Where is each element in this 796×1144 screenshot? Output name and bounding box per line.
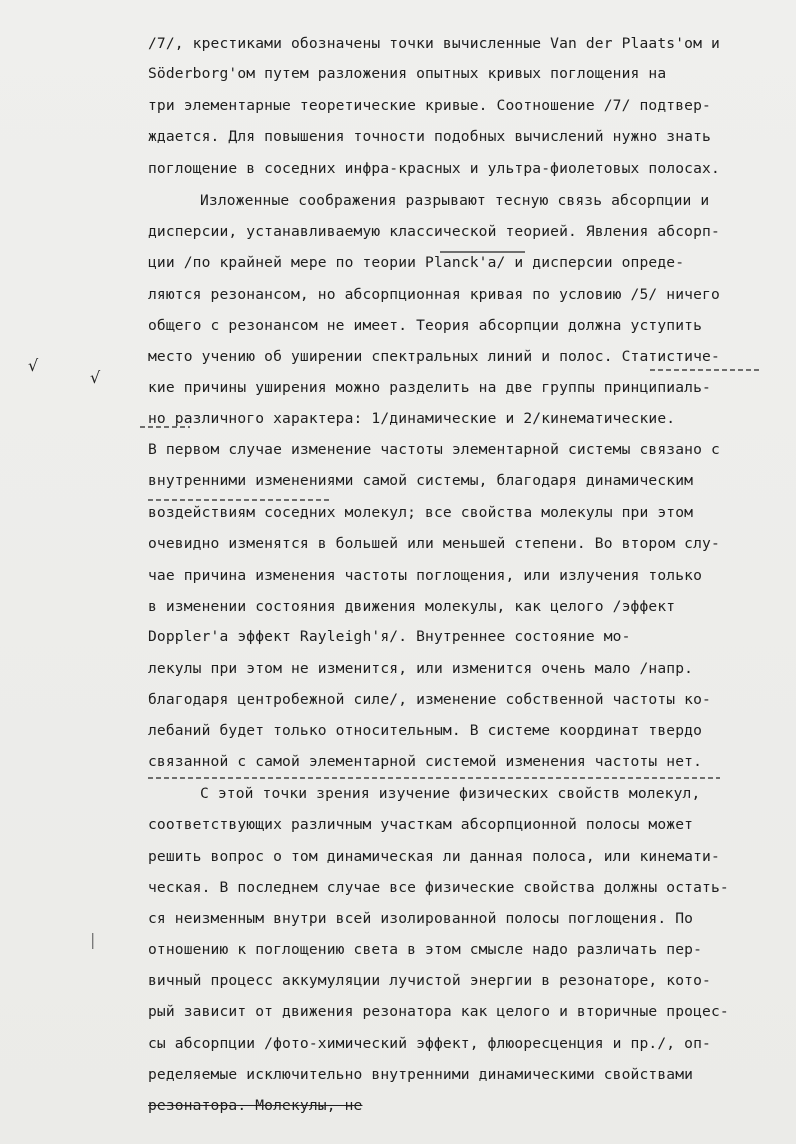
text-line: рый зависит от движения резонатора как целого и вторичные процес- [148,1003,729,1020]
margin-pencil-mark: | [90,930,96,949]
text-line: благодаря центробежной силе/, изменение собственной частоты ко- [148,691,711,708]
text-line: поглощение в соседних инфра-красных и ультра-фиолетовых полосах. [148,160,720,177]
text-line: в изменении состояния движения молекулы, как целого /эффект [148,598,676,615]
text-line: ляются резонансом, но абсорпционная кривая по условию /5/ ничего [148,286,720,303]
text-line: отношению к поглощению света в этом смысле надо различать пер- [148,941,703,958]
paragraph-start-line: Изложенные соображения разрывают тесную связь абсорпции и [200,192,710,209]
text-line: /7/, крестиками обозначены точки вычисленные Van der Plaats'ом и [148,35,720,52]
text-line: общего с резонансом не имеет. Теория абсорпции должна уступить [148,317,703,334]
text-line: ждается. Для повышения точности подобных вычислений нужно знать [148,128,711,145]
text-line: воздействиям соседних молекул; все свойства молекулы при этом [148,504,694,521]
text-line: но различного характера: 1/динамические и 2/кинематические. [148,410,676,427]
text-line: очевидно изменятся в большей или меньшей степени. Во втором слу- [148,535,720,552]
text-line: В первом случае изменение частоты элементарной системы связано с [148,441,720,458]
struck-text-line: резонатора. Молекулы, не [148,1097,363,1114]
text-line: лебаний будет только относительным. В системе координат твердо [148,722,703,739]
text-line: Söderborg'ом путем разложения опытных кривых поглощения на [148,65,667,82]
text-line: решить вопрос о том динамическая ли данная полоса, или кинемати- [148,848,720,865]
paragraph-start-line: С этой точки зрения изучение физических свойств молекул, [200,785,701,802]
text-line: вичный процесс аккумуляции лучистой энергии в резонаторе, кото- [148,972,711,989]
text-line: ределяемые исключительно внутренними динамическими свойствами [148,1066,694,1083]
text-line: лекулы при этом не изменится, или изменится очень мало /напр. [148,660,694,677]
text-line: соответствующих различным участкам абсорпционной полосы может [148,816,694,833]
text-line: чае причина изменения частоты поглощения, или излучения только [148,567,703,584]
text-line: Doppler'а эффект Rayleigh'я/. Внутреннее состояние мо- [148,628,631,645]
text-line: сы абсорпции /фото-химический эффект, флюоресценция и пр./, оп- [148,1035,711,1052]
margin-check-mark: √ [90,368,101,387]
margin-check-mark: √ [28,356,39,375]
text-line: кие причины уширения можно разделить на две группы принципиаль- [148,379,711,396]
text-line: место учению об уширении спектральных линий и полос. Статистиче- [148,348,720,365]
text-line: ции /по крайней мере по теории Planck'а/ и дисперсии опреде- [148,254,685,271]
text-line: ческая. В последнем случае все физические свойства должны остать- [148,879,729,896]
text-line: дисперсии, устанавливаемую классической теорией. Явления абсорп- [148,223,720,240]
text-line: внутренними изменениями самой системы, благодаря динамическим [148,472,694,489]
text-line: связанной с самой элементарной системой изменения частоты нет. [148,753,703,770]
text-line: ся неизменным внутри всей изолированной полосы поглощения. По [148,910,694,927]
text-line: три элементарные теоретические кривые. Соотношение /7/ подтвер- [148,97,711,114]
